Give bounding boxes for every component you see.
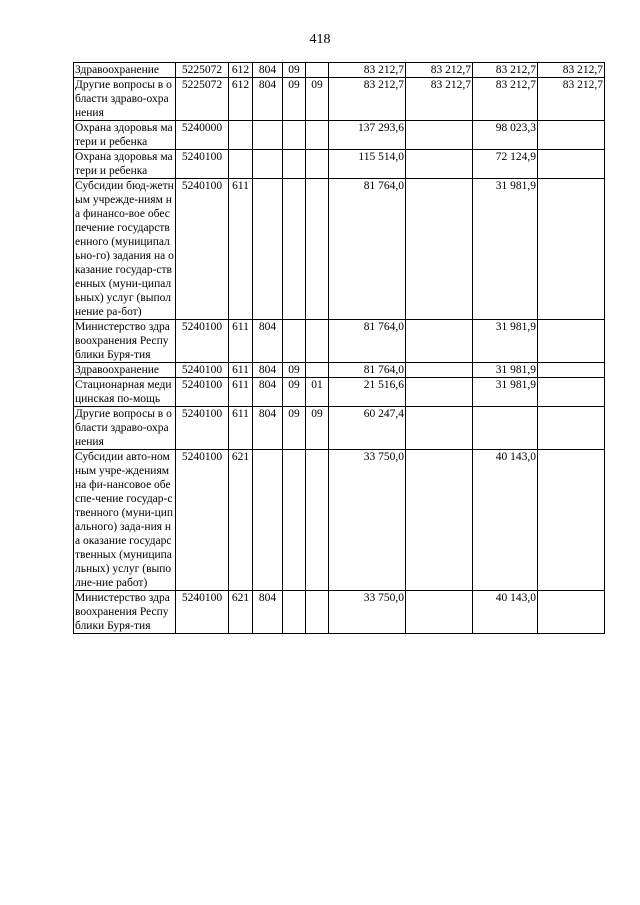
ministry-cell-text: 804 [258, 379, 277, 391]
amount-4-cell [538, 378, 605, 407]
table-row [74, 320, 605, 363]
subsection-cell-text: 09 [311, 408, 323, 420]
amount-1-cell: 21 516,6 [329, 378, 406, 407]
code-cell: 5240000 [176, 121, 229, 150]
table-row [74, 121, 605, 150]
amount-3-cell [473, 407, 538, 450]
expense-type-cell [229, 121, 253, 150]
subsection-cell [306, 179, 329, 320]
section-cell [283, 121, 306, 150]
section-cell [283, 320, 306, 363]
amount-3-cell: 83 212,7 [473, 78, 538, 121]
subsection-cell [306, 320, 329, 363]
expense-type-cell [229, 407, 253, 450]
name-cell: Стационарная медицинская по-мощь [74, 378, 176, 407]
table-row [74, 450, 605, 591]
expense-type-cell [229, 591, 253, 634]
expense-type-cell-text: 611 [232, 321, 249, 333]
table-row [74, 591, 605, 634]
amount-1-cell: 83 212,7 [329, 63, 406, 78]
ministry-cell-text: 804 [258, 364, 277, 376]
subsection-cell [306, 150, 329, 179]
section-cell [283, 179, 306, 320]
expense-type-cell [229, 179, 253, 320]
amount-3-cell: 40 143,0 [473, 450, 538, 591]
amount-3-cell: 31 981,9 [473, 378, 538, 407]
amount-4-cell [538, 450, 605, 591]
amount-2-cell: 83 212,7 [406, 78, 473, 121]
code-cell: 5240100 [176, 320, 229, 363]
amount-1-cell: 81 764,0 [329, 179, 406, 320]
expense-type-cell-text: 621 [231, 451, 250, 463]
amount-2-cell [406, 179, 473, 320]
amount-2-cell [406, 591, 473, 634]
amount-4-cell: 83 212,7 [538, 78, 605, 121]
name-cell: Министерство здравоохранения Республики Буря-тия [74, 320, 176, 363]
amount-2-cell [406, 121, 473, 150]
subsection-cell [306, 63, 329, 78]
section-cell [283, 150, 306, 179]
section-cell [283, 63, 306, 78]
amount-4-cell [538, 363, 605, 378]
budget-table [73, 62, 605, 634]
section-cell-text: 09 [288, 364, 300, 376]
amount-3-cell: 83 212,7 [473, 63, 538, 78]
code-cell: 5240100 [176, 407, 229, 450]
amount-1-cell: 33 750,0 [329, 450, 406, 591]
ministry-cell [253, 150, 283, 179]
expense-type-cell-text: 611 [232, 408, 249, 420]
amount-4-cell [538, 320, 605, 363]
section-cell [283, 407, 306, 450]
subsection-cell [306, 78, 329, 121]
ministry-cell [253, 450, 283, 591]
table-row [74, 363, 605, 378]
amount-1-cell: 81 764,0 [329, 363, 406, 378]
subsection-cell [306, 591, 329, 634]
section-cell-text: 09 [288, 64, 300, 76]
expense-type-cell [229, 150, 253, 179]
subsection-cell [306, 407, 329, 450]
table-row [74, 78, 605, 121]
ministry-cell [253, 363, 283, 378]
name-cell: Охрана здоровья матери и ребенка [74, 150, 176, 179]
code-cell: 5240100 [176, 378, 229, 407]
code-cell: 5240100 [176, 179, 229, 320]
ministry-cell [253, 591, 283, 634]
expense-type-cell [229, 320, 253, 363]
budget-table-body [74, 63, 605, 634]
subsection-cell [306, 378, 329, 407]
name-cell: Другие вопросы в области здраво-охранения [74, 78, 176, 121]
ministry-cell-text: 804 [258, 64, 277, 76]
subsection-cell-text: 09 [311, 79, 323, 91]
amount-3-cell: 98 023,3 [473, 121, 538, 150]
amount-4-cell [538, 121, 605, 150]
table-row [74, 63, 605, 78]
ministry-cell-text: 804 [258, 592, 277, 604]
code-cell: 5225072 [176, 63, 229, 78]
amount-1-cell: 81 764,0 [329, 320, 406, 363]
amount-3-cell: 31 981,9 [473, 363, 538, 378]
expense-type-cell [229, 378, 253, 407]
name-cell: Субсидии авто-номным учре-ждениям на фи-нансовое обеспе-чение государ-ственного (муни-ципального) зада-ния на оказание государственных (муниципальных) услуг (выполне-ние работ) [74, 450, 176, 591]
amount-1-cell: 115 514,0 [329, 150, 406, 179]
expense-type-cell-text: 612 [231, 64, 250, 76]
section-cell [283, 378, 306, 407]
amount-4-cell [538, 179, 605, 320]
ministry-cell-text: 804 [258, 321, 277, 333]
expense-type-cell [229, 450, 253, 591]
section-cell [283, 450, 306, 591]
ministry-cell [253, 121, 283, 150]
table-row [74, 150, 605, 179]
expense-type-cell-text: 611 [232, 379, 249, 391]
table-row [74, 407, 605, 450]
expense-type-cell [229, 63, 253, 78]
expense-type-cell-text: 612 [231, 79, 250, 91]
expense-type-cell [229, 363, 253, 378]
section-cell-text: 09 [288, 408, 300, 420]
amount-2-cell [406, 407, 473, 450]
subsection-cell [306, 363, 329, 378]
amount-2-cell [406, 320, 473, 363]
amount-1-cell: 137 293,6 [329, 121, 406, 150]
name-cell: Субсидии бюд-жетным учрежде-ниям на финансо-вое обеспечение государственного (муниципально-го) задания на оказание государ-ственных (муни-ципальных) услуг (выполнение ра-бот) [75, 180, 174, 318]
amount-1-cell: 83 212,7 [329, 78, 406, 121]
name-cell: Охрана здоровья матери и ребенка [74, 121, 176, 150]
subsection-cell-text: 01 [311, 379, 323, 391]
code-cell: 5225072 [176, 78, 229, 121]
expense-type-cell [229, 78, 253, 121]
amount-2-cell [406, 450, 473, 591]
page-number: 418 [309, 32, 331, 47]
amount-1-cell: 33 750,0 [329, 591, 406, 634]
amount-4-cell: 83 212,7 [538, 63, 605, 78]
section-cell-text: 09 [288, 379, 300, 391]
amount-4-cell [538, 150, 605, 179]
ministry-cell [253, 320, 283, 363]
ministry-cell [253, 63, 283, 78]
ministry-cell [253, 78, 283, 121]
amount-4-cell [538, 407, 605, 450]
ministry-cell-text: 804 [258, 408, 277, 420]
name-cell: Здравоохранение [74, 363, 176, 378]
code-cell: 5240100 [176, 450, 229, 591]
code-cell: 5240100 [176, 150, 229, 179]
amount-3-cell: 31 981,9 [473, 320, 538, 363]
expense-type-cell-text: 611 [232, 180, 249, 192]
subsection-cell [306, 450, 329, 591]
amount-2-cell: 83 212,7 [406, 63, 473, 78]
ministry-cell-text: 804 [258, 79, 277, 91]
amount-2-cell [406, 150, 473, 179]
amount-2-cell [406, 378, 473, 407]
subsection-cell [306, 121, 329, 150]
section-cell [283, 591, 306, 634]
name-cell: Другие вопросы в области здраво-охранения [74, 407, 176, 450]
expense-type-cell-text: 611 [232, 364, 249, 376]
code-cell: 5240100 [176, 363, 229, 378]
section-cell [283, 363, 306, 378]
table-row [74, 378, 605, 407]
code-cell: 5240100 [176, 591, 229, 634]
ministry-cell [253, 179, 283, 320]
amount-1-cell: 60 247,4 [329, 407, 406, 450]
name-cell: Министерство здравоохранения Республики Буря-тия [74, 591, 176, 634]
amount-3-cell: 72 124,9 [473, 150, 538, 179]
section-cell [283, 78, 306, 121]
section-cell-text: 09 [288, 79, 300, 91]
ministry-cell [253, 378, 283, 407]
expense-type-cell-text: 621 [231, 592, 250, 604]
ministry-cell [253, 407, 283, 450]
amount-4-cell [538, 591, 605, 634]
table-row [74, 179, 605, 320]
amount-3-cell: 40 143,0 [473, 591, 538, 634]
name-cell: Здравоохранение [74, 63, 176, 78]
amount-3-cell: 31 981,9 [473, 179, 538, 320]
amount-2-cell [406, 363, 473, 378]
